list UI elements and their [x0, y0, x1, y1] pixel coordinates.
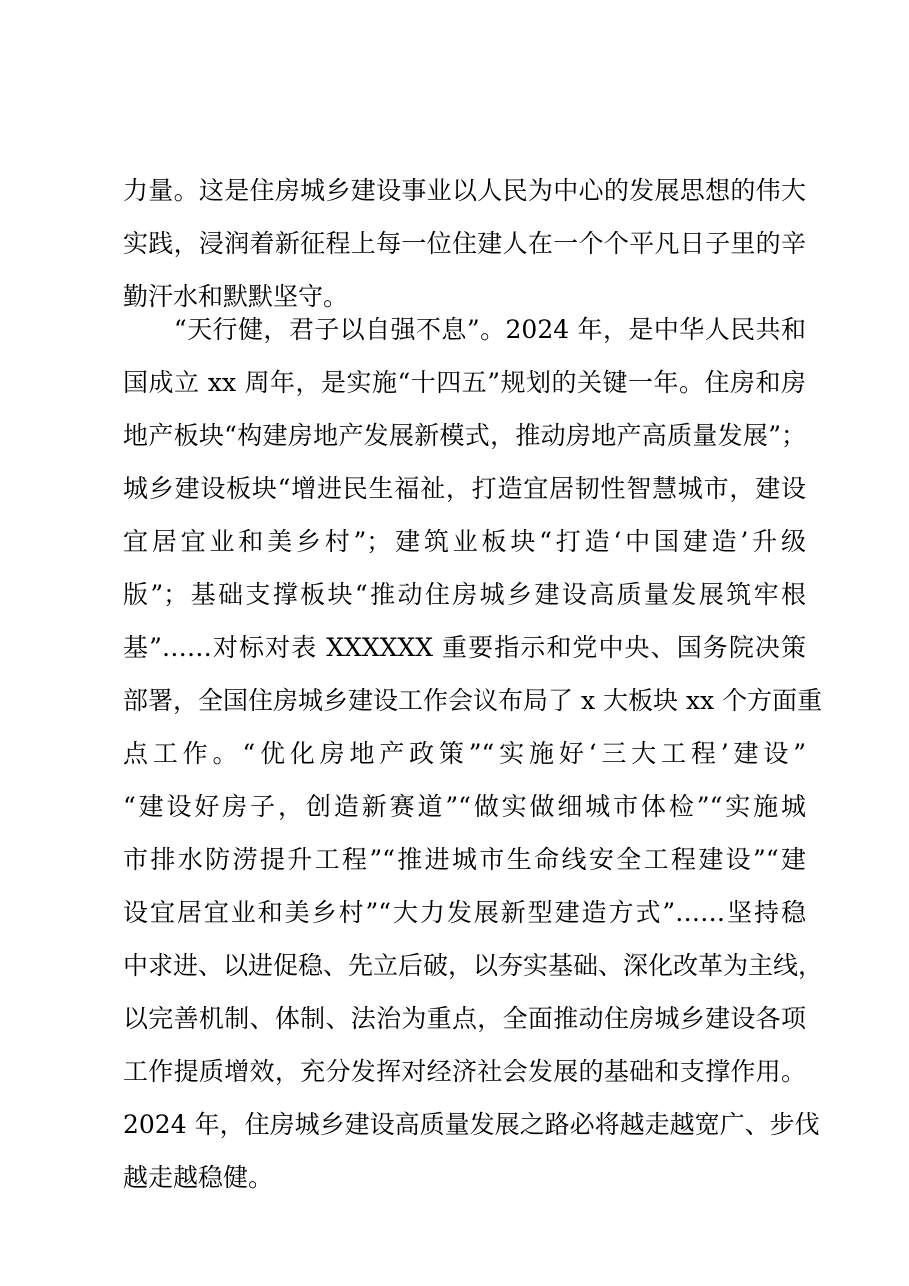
paragraph-line: 版”；基础支撑板块“推动住房城乡建设高质量发展筑牢根 — [123, 580, 806, 609]
paragraph-line: 基”……对标对表 XXXXXX 重要指示和党中央、国务院决策 — [123, 633, 806, 662]
paragraph-line: “天行健，君子以自强不息”。2024 年，是中华人民共和 — [123, 315, 806, 344]
paragraph-line: 城乡建设板块“增进民生福祉，打造宜居韧性智慧城市，建设 — [123, 474, 806, 503]
paragraph-line: 国成立 xx 周年，是实施“十四五”规划的关键一年。住房和房 — [123, 368, 806, 397]
paragraph-line: 部署，全国住房城乡建设工作会议布局了 x 大板块 xx 个方面重 — [123, 686, 823, 715]
paragraph-line: 实践，浸润着新征程上每一位住建人在一个个平凡日子里的辛 — [123, 229, 806, 258]
paragraph-line: 工作提质增效，充分发挥对经济社会发展的基础和支撑作用。 — [123, 1057, 806, 1086]
paragraph-line: 以完善机制、体制、法治为重点，全面推动住房城乡建设各项 — [123, 1004, 806, 1033]
paragraph-line: 设宜居宜业和美乡村”“大力发展新型建造方式”……坚持稳 — [123, 898, 806, 927]
paragraph-line: 2024 年，住房城乡建设高质量发展之路必将越走越宽广、步伐 — [123, 1110, 820, 1139]
paragraph-line: “建设好房子，创造新赛道”“做实做细城市体检”“实施城 — [123, 792, 806, 821]
paragraph-line: 宜居宜业和美乡村”；建筑业板块“打造‘中国建造’升级 — [123, 527, 806, 556]
paragraph-line: 点工作。“优化房地产政策”“实施好‘三大工程’建设” — [123, 739, 806, 768]
paragraph-1 — [123, 164, 806, 323]
paragraph-line: 地产板块“构建房地产发展新模式，推动房地产高质量发展”； — [123, 421, 806, 450]
paragraph-2 — [123, 303, 824, 1204]
paragraph-line: 中求进、以进促稳、先立后破，以夯实基础、深化改革为主线， — [123, 951, 824, 980]
paragraph-line: 越走越稳健。 — [123, 1163, 274, 1192]
paragraph-line: 市排水防涝提升工程”“推进城市生命线安全工程建设”“建 — [123, 845, 806, 874]
paragraph-line: 力量。这是住房城乡建设事业以人民为中心的发展思想的伟大 — [123, 176, 806, 205]
paragraph-line: 勤汗水和默默坚守。 — [123, 282, 349, 311]
